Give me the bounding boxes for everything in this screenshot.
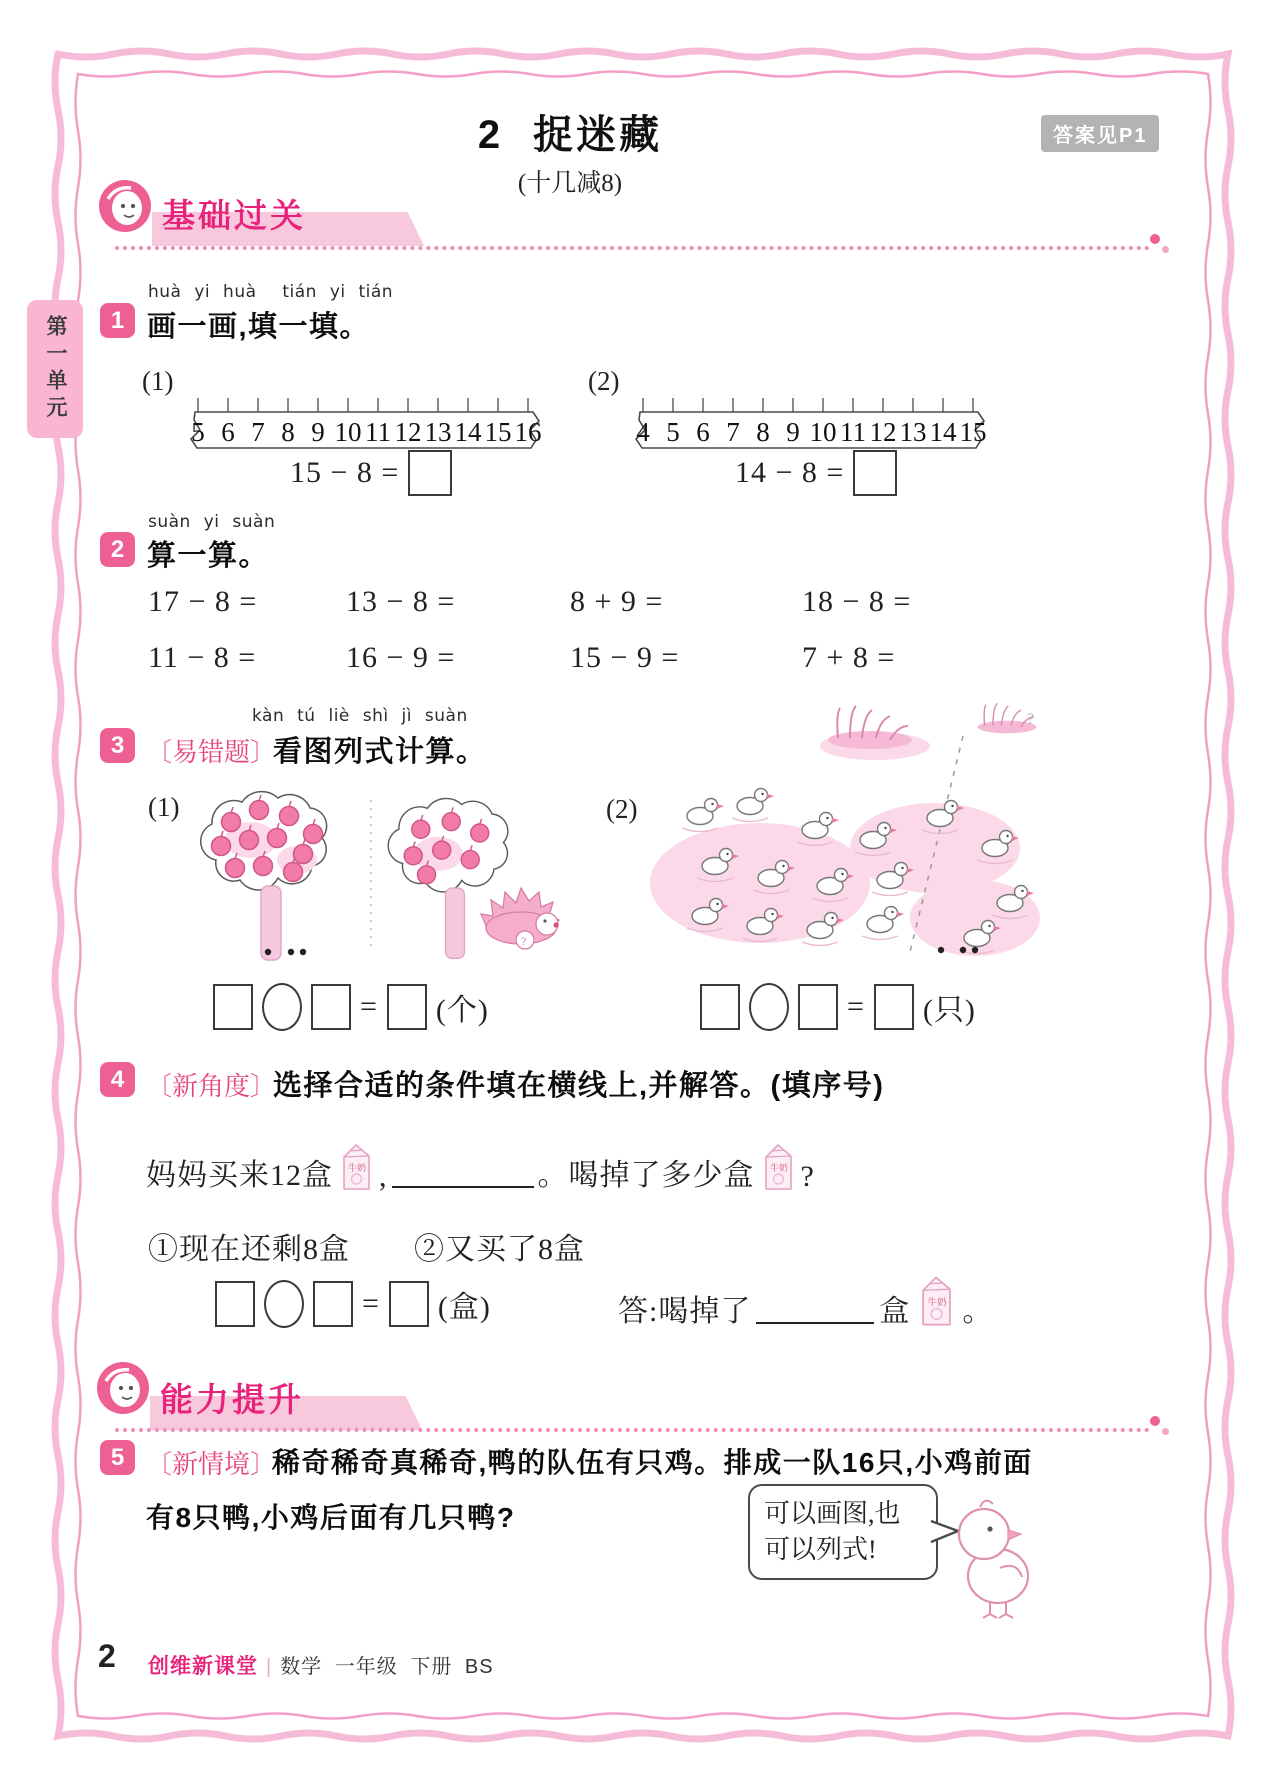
page-subtitle: (十几减8): [517, 170, 623, 197]
svg-text:14: 14: [454, 417, 482, 447]
bubble-line: 可以画图,也: [764, 1499, 901, 1528]
problem1-title: 画一画,填一填。: [147, 311, 371, 343]
elder-face-icon: [95, 1360, 151, 1416]
operator-circle[interactable]: [262, 983, 302, 1031]
footer-info: 数学 一年级 下册 BS: [280, 1656, 494, 1678]
footer-brand: 创维新课堂: [148, 1655, 258, 1678]
dotted-divider: [115, 1428, 1150, 1432]
svg-text:10: 10: [334, 417, 362, 447]
hedgehog-icon: [481, 888, 559, 949]
calc-item: 8 + 9 =: [570, 585, 664, 618]
svg-text:16: 16: [514, 417, 542, 447]
problem4-tag: 〔新角度〕: [146, 1072, 277, 1101]
problem3-number-badge: 3: [100, 728, 135, 763]
apple-trees-illustration: [183, 780, 563, 962]
problem4-number-badge: 4: [100, 1062, 135, 1097]
answer-box[interactable]: [213, 984, 253, 1030]
problem3-tag: 〔易错题〕: [146, 738, 277, 767]
problem1-pinyin: huà yi huà tián yi tián: [148, 282, 394, 302]
divider-dot: [1150, 234, 1160, 244]
operator-circle[interactable]: [264, 1280, 304, 1328]
svg-text:8: 8: [281, 417, 295, 447]
answer-box[interactable]: [313, 1281, 353, 1327]
answer-box[interactable]: [387, 984, 427, 1030]
problem1-number-badge: 1: [100, 303, 135, 338]
answer-box[interactable]: [389, 1281, 429, 1327]
milk-carton-icon: [759, 1140, 797, 1194]
unit-tab: 第一单元: [27, 300, 83, 438]
duck-pond-illustration: [645, 698, 1043, 966]
svg-text:4: 4: [636, 417, 650, 447]
calc-item: 7 + 8 =: [802, 641, 896, 674]
unit-label: (盒): [437, 1291, 491, 1324]
equation-text: 14 − 8 =: [735, 456, 845, 489]
svg-text:7: 7: [726, 417, 740, 447]
svg-text:13: 13: [424, 417, 452, 447]
svg-text:5: 5: [191, 417, 205, 447]
kid-face-icon: [97, 178, 153, 234]
dotted-divider: [115, 246, 1150, 250]
svg-text:9: 9: [786, 417, 800, 447]
problem4-title: 选择合适的条件填在横线上,并解答。(填序号): [273, 1070, 885, 1102]
part-label: (1): [148, 792, 180, 822]
problem2-number-badge: 2: [100, 532, 135, 567]
svg-text:6: 6: [696, 417, 710, 447]
operator-circle[interactable]: [749, 983, 789, 1031]
sentence-text: ,: [379, 1160, 388, 1193]
calc-item: 16 − 9 =: [346, 641, 456, 674]
svg-text:8: 8: [756, 417, 770, 447]
answers-badge: 答案见P1: [1041, 115, 1159, 152]
part-label: (2): [606, 794, 638, 824]
equation-text: 15 − 8 =: [290, 456, 400, 489]
svg-text:5: 5: [666, 417, 680, 447]
sentence-text: 。喝掉了多少盒: [537, 1159, 755, 1192]
svg-text:15: 15: [484, 417, 512, 447]
problem3-pinyin: kàn tú liè shì jì suàn: [252, 706, 468, 726]
number-line: [183, 390, 545, 457]
answer-box[interactable]: [853, 450, 897, 496]
svg-text:12: 12: [394, 417, 422, 447]
section-heading-basics: 基础过关: [162, 197, 306, 234]
svg-text:10: 10: [809, 417, 837, 447]
svg-text:?: ?: [521, 934, 527, 948]
divider-dot: [1162, 246, 1169, 253]
answer-box[interactable]: [311, 984, 351, 1030]
answer-box[interactable]: [798, 984, 838, 1030]
answer-blank[interactable]: [392, 1182, 534, 1188]
footer-page-number: 2: [98, 1638, 116, 1674]
answer-box[interactable]: [700, 984, 740, 1030]
divider-dot: [1162, 1428, 1169, 1435]
problem5-line2: 有8只鸭,小鸡后面有几只鸭?: [146, 1502, 516, 1533]
svg-text:6: 6: [221, 417, 235, 447]
answer-text: 。: [962, 1295, 994, 1328]
unit-label: (只): [922, 994, 976, 1027]
sentence-text: ?: [800, 1160, 815, 1193]
part-label: (2): [588, 366, 620, 396]
page-title: 2 捉迷藏: [477, 113, 663, 157]
chick-icon: [940, 1492, 1052, 1622]
answer-box[interactable]: [874, 984, 914, 1030]
svg-text:14: 14: [929, 417, 957, 447]
svg-text:9: 9: [311, 417, 325, 447]
svg-text:15: 15: [959, 417, 987, 447]
answer-box[interactable]: [408, 450, 452, 496]
svg-text:11: 11: [840, 417, 866, 447]
answer-blank[interactable]: [756, 1318, 874, 1324]
problem5-line1: 稀奇稀奇真稀奇,鸭的队伍有只鸡。排成一队16只,小鸡前面: [272, 1447, 1033, 1478]
calc-item: 11 − 8 =: [148, 641, 257, 674]
condition-option: ①现在还剩8盒: [148, 1233, 350, 1266]
answer-box[interactable]: [215, 1281, 255, 1327]
problem3-title: 看图列式计算。: [273, 736, 487, 768]
problem5-number-badge: 5: [100, 1440, 135, 1475]
svg-text:11: 11: [365, 417, 391, 447]
problem2-pinyin: suàn yi suàn: [148, 512, 276, 532]
calc-item: 17 − 8 =: [148, 585, 258, 618]
milk-carton-icon: [337, 1140, 375, 1194]
unit-label: (个): [435, 994, 489, 1027]
problem2-title: 算一算。: [147, 540, 270, 572]
problem5-tag: 〔新情境〕: [146, 1450, 277, 1479]
number-line: [628, 390, 990, 457]
calc-item: 13 − 8 =: [346, 585, 456, 618]
svg-text:13: 13: [899, 417, 927, 447]
svg-text:7: 7: [251, 417, 265, 447]
speech-bubble: [748, 1484, 938, 1580]
part-label: (1): [142, 366, 174, 396]
milk-carton-icon: [915, 1272, 957, 1330]
svg-text:?: ?: [1027, 711, 1035, 728]
divider-dot: [1150, 1416, 1160, 1426]
condition-option: ②又买了8盒: [414, 1233, 585, 1266]
bubble-line: 可以列式!: [764, 1535, 877, 1564]
calc-item: 18 − 8 =: [802, 585, 912, 618]
footer-separator: |: [266, 1656, 273, 1678]
calc-item: 15 − 9 =: [570, 641, 680, 674]
svg-text:12: 12: [869, 417, 897, 447]
answer-text: 盒: [879, 1295, 911, 1328]
section-heading-advanced: 能力提升: [160, 1381, 304, 1418]
answer-text: 答:喝掉了: [618, 1295, 752, 1328]
sentence-text: 妈妈买来12盒: [146, 1159, 333, 1192]
